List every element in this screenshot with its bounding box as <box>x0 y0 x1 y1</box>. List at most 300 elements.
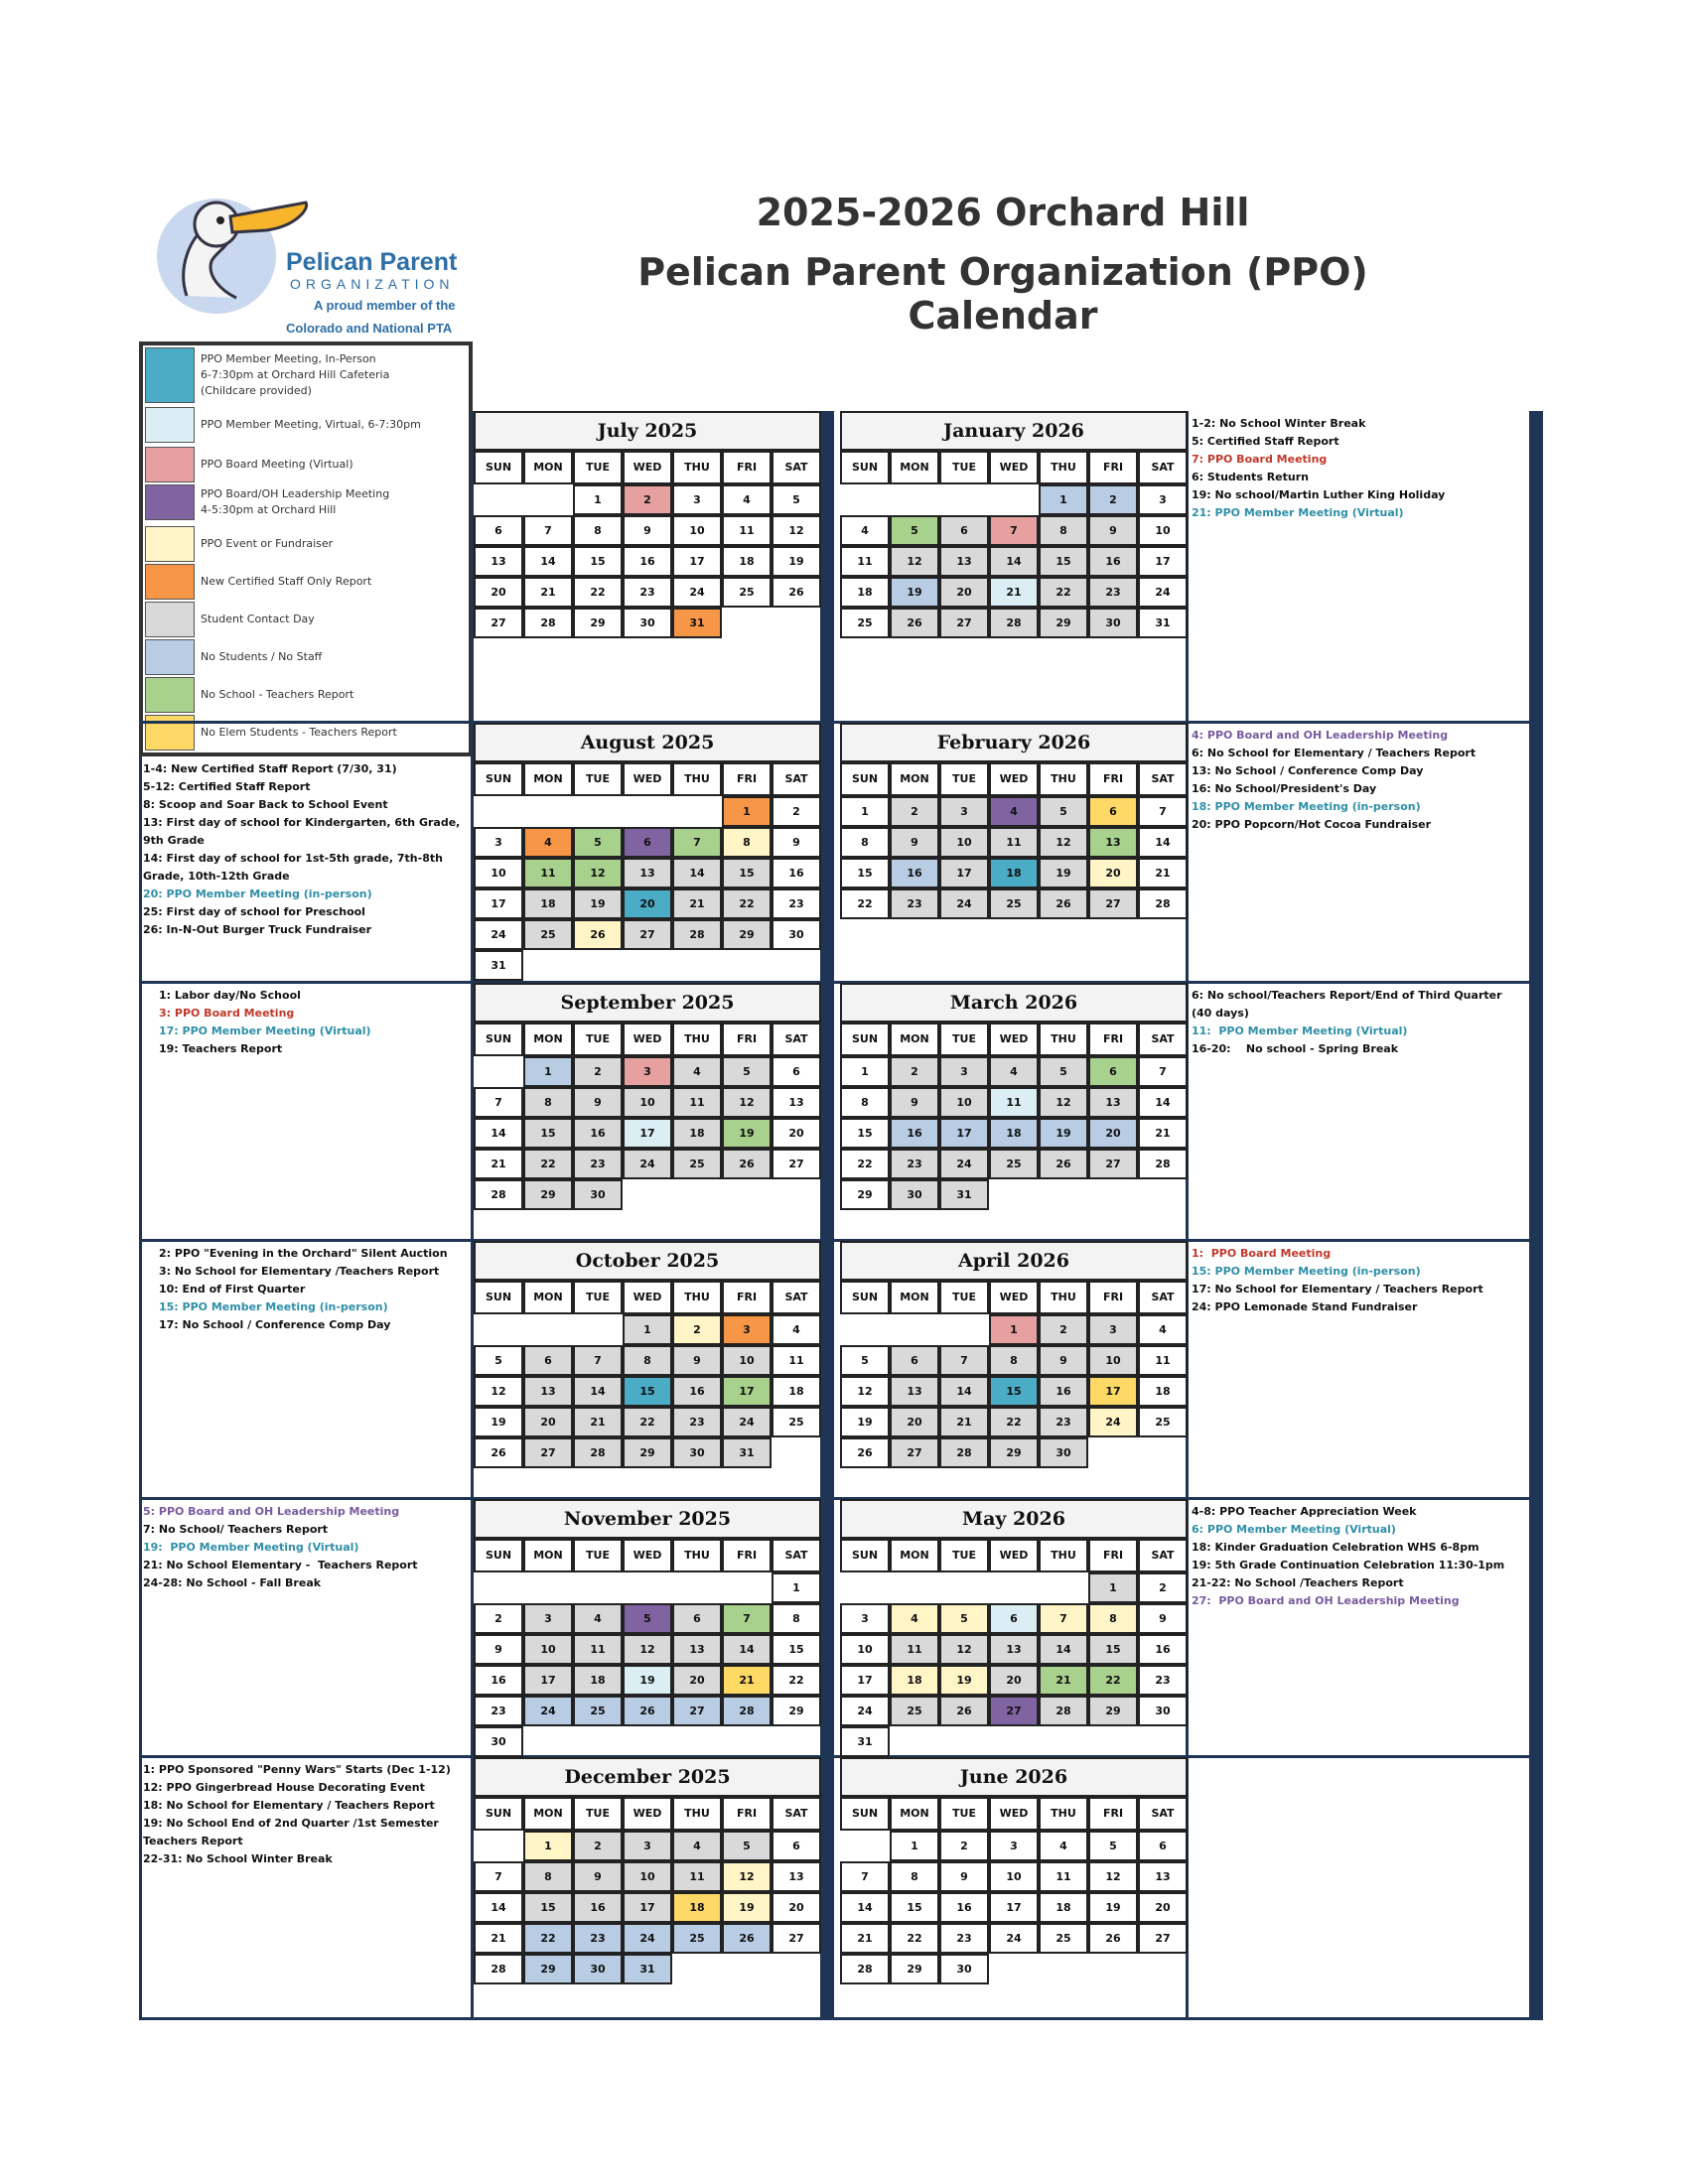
day-cell[interactable]: 11 <box>1039 1861 1088 1892</box>
day-cell[interactable]: 25 <box>890 1696 939 1726</box>
day-cell[interactable]: 18 <box>722 546 772 577</box>
day-cell[interactable]: 10 <box>623 1861 672 1892</box>
day-cell[interactable]: 29 <box>772 1696 821 1726</box>
day-cell[interactable]: 23 <box>939 1923 989 1954</box>
day-cell[interactable]: 4 <box>989 1056 1039 1087</box>
day-cell[interactable]: 18 <box>989 1118 1039 1149</box>
day-cell[interactable]: 13 <box>772 1087 821 1118</box>
day-cell[interactable]: 29 <box>722 919 772 950</box>
day-cell[interactable]: 29 <box>840 1179 890 1210</box>
day-cell[interactable]: 31 <box>623 1954 672 1984</box>
day-cell[interactable]: 8 <box>523 1861 573 1892</box>
day-cell[interactable]: 6 <box>939 515 989 546</box>
day-cell[interactable]: 16 <box>890 858 939 888</box>
day-cell[interactable]: 18 <box>840 577 890 608</box>
day-cell[interactable]: 26 <box>1039 888 1088 919</box>
day-cell[interactable]: 8 <box>890 1861 939 1892</box>
day-cell[interactable]: 29 <box>573 608 623 638</box>
day-cell[interactable]: 19 <box>722 1118 772 1149</box>
day-cell[interactable]: 25 <box>672 1149 722 1179</box>
day-cell[interactable]: 17 <box>523 1665 573 1696</box>
day-cell[interactable]: 3 <box>1088 1314 1138 1345</box>
day-cell[interactable]: 31 <box>672 608 722 638</box>
day-cell[interactable]: 23 <box>1088 577 1138 608</box>
day-cell[interactable]: 18 <box>1039 1892 1088 1923</box>
day-cell[interactable]: 9 <box>672 1345 722 1376</box>
day-cell[interactable]: 8 <box>840 1087 890 1118</box>
day-cell[interactable]: 5 <box>890 515 939 546</box>
day-cell[interactable]: 11 <box>523 858 573 888</box>
day-cell[interactable]: 7 <box>523 515 573 546</box>
day-cell[interactable]: 3 <box>523 1603 573 1634</box>
day-cell[interactable]: 3 <box>989 1831 1039 1861</box>
day-cell[interactable]: 20 <box>523 1407 573 1437</box>
day-cell[interactable]: 2 <box>573 1056 623 1087</box>
day-cell[interactable]: 14 <box>523 546 573 577</box>
day-cell[interactable]: 12 <box>772 515 821 546</box>
day-cell[interactable]: 31 <box>840 1726 890 1757</box>
day-cell[interactable]: 15 <box>1039 546 1088 577</box>
day-cell[interactable]: 4 <box>672 1831 722 1861</box>
day-cell[interactable]: 25 <box>989 888 1039 919</box>
day-cell[interactable]: 18 <box>989 858 1039 888</box>
day-cell[interactable]: 24 <box>722 1407 772 1437</box>
day-cell[interactable]: 15 <box>523 1892 573 1923</box>
day-cell[interactable]: 2 <box>939 1831 989 1861</box>
day-cell[interactable]: 12 <box>722 1087 772 1118</box>
day-cell[interactable]: 27 <box>523 1437 573 1468</box>
day-cell[interactable]: 23 <box>573 1923 623 1954</box>
day-cell[interactable]: 14 <box>840 1892 890 1923</box>
day-cell[interactable]: 14 <box>1138 827 1188 858</box>
day-cell[interactable]: 21 <box>523 577 573 608</box>
day-cell[interactable]: 22 <box>1088 1665 1138 1696</box>
day-cell[interactable]: 27 <box>474 608 523 638</box>
day-cell[interactable]: 12 <box>474 1376 523 1407</box>
day-cell[interactable]: 24 <box>623 1923 672 1954</box>
day-cell[interactable]: 30 <box>1088 608 1138 638</box>
day-cell[interactable]: 22 <box>623 1407 672 1437</box>
day-cell[interactable]: 16 <box>573 1892 623 1923</box>
day-cell[interactable]: 11 <box>1138 1345 1188 1376</box>
day-cell[interactable]: 28 <box>989 608 1039 638</box>
day-cell[interactable]: 15 <box>840 858 890 888</box>
day-cell[interactable]: 2 <box>890 796 939 827</box>
day-cell[interactable]: 2 <box>573 1831 623 1861</box>
day-cell[interactable]: 20 <box>474 577 523 608</box>
day-cell[interactable]: 19 <box>890 577 939 608</box>
day-cell[interactable]: 2 <box>1039 1314 1088 1345</box>
day-cell[interactable]: 6 <box>1088 1056 1138 1087</box>
day-cell[interactable]: 30 <box>573 1954 623 1984</box>
day-cell[interactable]: 25 <box>989 1149 1039 1179</box>
day-cell[interactable]: 1 <box>772 1572 821 1603</box>
day-cell[interactable]: 23 <box>1039 1407 1088 1437</box>
day-cell[interactable]: 4 <box>573 1603 623 1634</box>
day-cell[interactable]: 19 <box>474 1407 523 1437</box>
day-cell[interactable]: 28 <box>474 1954 523 1984</box>
day-cell[interactable]: 6 <box>623 827 672 858</box>
day-cell[interactable]: 6 <box>890 1345 939 1376</box>
day-cell[interactable]: 1 <box>1039 484 1088 515</box>
day-cell[interactable]: 15 <box>890 1892 939 1923</box>
day-cell[interactable]: 24 <box>939 888 989 919</box>
day-cell[interactable]: 3 <box>672 484 722 515</box>
day-cell[interactable]: 20 <box>1138 1892 1188 1923</box>
day-cell[interactable]: 5 <box>939 1603 989 1634</box>
day-cell[interactable]: 15 <box>989 1376 1039 1407</box>
day-cell[interactable]: 25 <box>672 1923 722 1954</box>
day-cell[interactable]: 18 <box>890 1665 939 1696</box>
day-cell[interactable]: 1 <box>573 484 623 515</box>
day-cell[interactable]: 11 <box>989 1087 1039 1118</box>
day-cell[interactable]: 2 <box>623 484 672 515</box>
day-cell[interactable]: 7 <box>939 1345 989 1376</box>
day-cell[interactable]: 15 <box>1088 1634 1138 1665</box>
day-cell[interactable]: 10 <box>523 1634 573 1665</box>
day-cell[interactable]: 22 <box>772 1665 821 1696</box>
day-cell[interactable]: 21 <box>573 1407 623 1437</box>
day-cell[interactable]: 19 <box>1039 858 1088 888</box>
day-cell[interactable]: 3 <box>722 1314 772 1345</box>
day-cell[interactable]: 17 <box>672 546 722 577</box>
day-cell[interactable]: 17 <box>989 1892 1039 1923</box>
day-cell[interactable]: 13 <box>672 1634 722 1665</box>
day-cell[interactable]: 25 <box>1039 1923 1088 1954</box>
day-cell[interactable]: 31 <box>474 950 523 981</box>
day-cell[interactable]: 16 <box>573 1118 623 1149</box>
day-cell[interactable]: 16 <box>939 1892 989 1923</box>
day-cell[interactable]: 20 <box>939 577 989 608</box>
day-cell[interactable]: 1 <box>1088 1572 1138 1603</box>
day-cell[interactable]: 16 <box>772 858 821 888</box>
day-cell[interactable]: 30 <box>1138 1696 1188 1726</box>
day-cell[interactable]: 15 <box>840 1118 890 1149</box>
day-cell[interactable]: 23 <box>890 1149 939 1179</box>
day-cell[interactable]: 16 <box>1039 1376 1088 1407</box>
day-cell[interactable]: 15 <box>623 1376 672 1407</box>
day-cell[interactable]: 17 <box>1088 1376 1138 1407</box>
day-cell[interactable]: 6 <box>772 1831 821 1861</box>
day-cell[interactable]: 12 <box>722 1861 772 1892</box>
day-cell[interactable]: 26 <box>939 1696 989 1726</box>
day-cell[interactable]: 8 <box>573 515 623 546</box>
day-cell[interactable]: 6 <box>989 1603 1039 1634</box>
day-cell[interactable]: 9 <box>939 1861 989 1892</box>
day-cell[interactable]: 18 <box>672 1118 722 1149</box>
day-cell[interactable]: 27 <box>890 1437 939 1468</box>
day-cell[interactable]: 29 <box>623 1437 672 1468</box>
day-cell[interactable]: 23 <box>772 888 821 919</box>
day-cell[interactable]: 10 <box>939 827 989 858</box>
day-cell[interactable]: 19 <box>840 1407 890 1437</box>
day-cell[interactable]: 8 <box>840 827 890 858</box>
day-cell[interactable]: 23 <box>672 1407 722 1437</box>
day-cell[interactable]: 10 <box>672 515 722 546</box>
day-cell[interactable]: 3 <box>939 1056 989 1087</box>
day-cell[interactable]: 27 <box>1138 1923 1188 1954</box>
day-cell[interactable]: 13 <box>1138 1861 1188 1892</box>
day-cell[interactable]: 1 <box>989 1314 1039 1345</box>
day-cell[interactable]: 26 <box>474 1437 523 1468</box>
day-cell[interactable]: 28 <box>1039 1696 1088 1726</box>
day-cell[interactable]: 5 <box>623 1603 672 1634</box>
day-cell[interactable]: 26 <box>573 919 623 950</box>
day-cell[interactable]: 5 <box>1039 796 1088 827</box>
day-cell[interactable]: 9 <box>890 1087 939 1118</box>
day-cell[interactable]: 20 <box>672 1665 722 1696</box>
day-cell[interactable]: 24 <box>840 1696 890 1726</box>
day-cell[interactable]: 7 <box>474 1861 523 1892</box>
day-cell[interactable]: 27 <box>1088 888 1138 919</box>
day-cell[interactable]: 16 <box>1088 546 1138 577</box>
day-cell[interactable]: 14 <box>1039 1634 1088 1665</box>
day-cell[interactable]: 1 <box>523 1056 573 1087</box>
day-cell[interactable]: 4 <box>523 827 573 858</box>
day-cell[interactable]: 20 <box>623 888 672 919</box>
day-cell[interactable]: 30 <box>1039 1437 1088 1468</box>
day-cell[interactable]: 4 <box>1039 1831 1088 1861</box>
day-cell[interactable]: 22 <box>722 888 772 919</box>
day-cell[interactable]: 22 <box>840 1149 890 1179</box>
day-cell[interactable]: 2 <box>772 796 821 827</box>
day-cell[interactable]: 20 <box>989 1665 1039 1696</box>
day-cell[interactable]: 5 <box>474 1345 523 1376</box>
day-cell[interactable]: 13 <box>523 1376 573 1407</box>
day-cell[interactable]: 2 <box>1088 484 1138 515</box>
day-cell[interactable]: 11 <box>989 827 1039 858</box>
day-cell[interactable]: 6 <box>672 1603 722 1634</box>
day-cell[interactable]: 10 <box>989 1861 1039 1892</box>
day-cell[interactable]: 22 <box>523 1149 573 1179</box>
day-cell[interactable]: 24 <box>672 577 722 608</box>
day-cell[interactable]: 9 <box>573 1087 623 1118</box>
day-cell[interactable]: 29 <box>523 1179 573 1210</box>
day-cell[interactable]: 22 <box>1039 577 1088 608</box>
day-cell[interactable]: 24 <box>523 1696 573 1726</box>
day-cell[interactable]: 6 <box>523 1345 573 1376</box>
day-cell[interactable]: 24 <box>1088 1407 1138 1437</box>
day-cell[interactable]: 8 <box>623 1345 672 1376</box>
day-cell[interactable]: 28 <box>672 919 722 950</box>
day-cell[interactable]: 11 <box>672 1861 722 1892</box>
day-cell[interactable]: 25 <box>573 1696 623 1726</box>
day-cell[interactable]: 29 <box>890 1954 939 1984</box>
day-cell[interactable]: 21 <box>1138 1118 1188 1149</box>
day-cell[interactable]: 21 <box>672 888 722 919</box>
day-cell[interactable]: 1 <box>840 1056 890 1087</box>
day-cell[interactable]: 9 <box>623 515 672 546</box>
day-cell[interactable]: 8 <box>523 1087 573 1118</box>
day-cell[interactable]: 19 <box>1088 1892 1138 1923</box>
day-cell[interactable]: 21 <box>474 1149 523 1179</box>
day-cell[interactable]: 7 <box>989 515 1039 546</box>
day-cell[interactable]: 11 <box>722 515 772 546</box>
day-cell[interactable]: 4 <box>722 484 772 515</box>
day-cell[interactable]: 10 <box>939 1087 989 1118</box>
day-cell[interactable]: 9 <box>474 1634 523 1665</box>
day-cell[interactable]: 9 <box>1088 515 1138 546</box>
day-cell[interactable]: 22 <box>573 577 623 608</box>
day-cell[interactable]: 29 <box>989 1437 1039 1468</box>
day-cell[interactable]: 30 <box>890 1179 939 1210</box>
day-cell[interactable]: 10 <box>474 858 523 888</box>
day-cell[interactable]: 17 <box>623 1892 672 1923</box>
day-cell[interactable]: 27 <box>1088 1149 1138 1179</box>
day-cell[interactable]: 28 <box>840 1954 890 1984</box>
day-cell[interactable]: 6 <box>772 1056 821 1087</box>
day-cell[interactable]: 27 <box>672 1696 722 1726</box>
day-cell[interactable]: 8 <box>722 827 772 858</box>
day-cell[interactable]: 17 <box>939 1118 989 1149</box>
day-cell[interactable]: 13 <box>890 1376 939 1407</box>
day-cell[interactable]: 27 <box>989 1696 1039 1726</box>
day-cell[interactable]: 4 <box>772 1314 821 1345</box>
day-cell[interactable]: 14 <box>989 546 1039 577</box>
day-cell[interactable]: 4 <box>989 796 1039 827</box>
day-cell[interactable]: 7 <box>840 1861 890 1892</box>
day-cell[interactable]: 15 <box>722 858 772 888</box>
day-cell[interactable]: 14 <box>672 858 722 888</box>
day-cell[interactable]: 20 <box>1088 1118 1138 1149</box>
day-cell[interactable]: 7 <box>722 1603 772 1634</box>
day-cell[interactable]: 21 <box>474 1923 523 1954</box>
day-cell[interactable]: 12 <box>890 546 939 577</box>
day-cell[interactable]: 25 <box>772 1407 821 1437</box>
day-cell[interactable]: 15 <box>772 1634 821 1665</box>
day-cell[interactable]: 23 <box>623 577 672 608</box>
day-cell[interactable]: 11 <box>672 1087 722 1118</box>
day-cell[interactable]: 16 <box>474 1665 523 1696</box>
day-cell[interactable]: 20 <box>1088 858 1138 888</box>
day-cell[interactable]: 22 <box>989 1407 1039 1437</box>
day-cell[interactable]: 19 <box>623 1665 672 1696</box>
day-cell[interactable]: 12 <box>840 1376 890 1407</box>
day-cell[interactable]: 8 <box>989 1345 1039 1376</box>
day-cell[interactable]: 21 <box>1138 858 1188 888</box>
day-cell[interactable]: 15 <box>573 546 623 577</box>
day-cell[interactable]: 21 <box>722 1665 772 1696</box>
day-cell[interactable]: 25 <box>1138 1407 1188 1437</box>
day-cell[interactable]: 16 <box>623 546 672 577</box>
day-cell[interactable]: 10 <box>623 1087 672 1118</box>
day-cell[interactable]: 2 <box>1138 1572 1188 1603</box>
day-cell[interactable]: 28 <box>1138 888 1188 919</box>
day-cell[interactable]: 15 <box>523 1118 573 1149</box>
day-cell[interactable]: 14 <box>474 1118 523 1149</box>
day-cell[interactable]: 6 <box>474 515 523 546</box>
day-cell[interactable]: 31 <box>1138 608 1188 638</box>
day-cell[interactable]: 3 <box>1138 484 1188 515</box>
day-cell[interactable]: 27 <box>939 608 989 638</box>
day-cell[interactable]: 21 <box>989 577 1039 608</box>
day-cell[interactable]: 22 <box>890 1923 939 1954</box>
day-cell[interactable]: 28 <box>1138 1149 1188 1179</box>
day-cell[interactable]: 5 <box>722 1831 772 1861</box>
day-cell[interactable]: 3 <box>623 1056 672 1087</box>
day-cell[interactable]: 11 <box>772 1345 821 1376</box>
day-cell[interactable]: 14 <box>722 1634 772 1665</box>
day-cell[interactable]: 30 <box>939 1954 989 1984</box>
day-cell[interactable]: 21 <box>939 1407 989 1437</box>
day-cell[interactable]: 2 <box>890 1056 939 1087</box>
day-cell[interactable]: 26 <box>722 1149 772 1179</box>
day-cell[interactable]: 16 <box>890 1118 939 1149</box>
day-cell[interactable]: 26 <box>1039 1149 1088 1179</box>
day-cell[interactable]: 1 <box>840 796 890 827</box>
day-cell[interactable]: 18 <box>523 888 573 919</box>
day-cell[interactable]: 7 <box>1138 796 1188 827</box>
day-cell[interactable]: 13 <box>989 1634 1039 1665</box>
day-cell[interactable]: 25 <box>523 919 573 950</box>
day-cell[interactable]: 20 <box>772 1118 821 1149</box>
day-cell[interactable]: 24 <box>939 1149 989 1179</box>
day-cell[interactable]: 2 <box>672 1314 722 1345</box>
day-cell[interactable]: 7 <box>1138 1056 1188 1087</box>
day-cell[interactable]: 13 <box>474 546 523 577</box>
day-cell[interactable]: 20 <box>890 1407 939 1437</box>
day-cell[interactable]: 1 <box>623 1314 672 1345</box>
day-cell[interactable]: 9 <box>890 827 939 858</box>
day-cell[interactable]: 28 <box>722 1696 772 1726</box>
day-cell[interactable]: 4 <box>1138 1314 1188 1345</box>
day-cell[interactable]: 27 <box>772 1923 821 1954</box>
day-cell[interactable]: 21 <box>840 1923 890 1954</box>
day-cell[interactable]: 28 <box>474 1179 523 1210</box>
day-cell[interactable]: 26 <box>840 1437 890 1468</box>
day-cell[interactable]: 9 <box>573 1861 623 1892</box>
day-cell[interactable]: 19 <box>1039 1118 1088 1149</box>
day-cell[interactable]: 12 <box>1039 1087 1088 1118</box>
day-cell[interactable]: 30 <box>772 919 821 950</box>
day-cell[interactable]: 14 <box>573 1376 623 1407</box>
day-cell[interactable]: 26 <box>1088 1923 1138 1954</box>
day-cell[interactable]: 2 <box>474 1603 523 1634</box>
day-cell[interactable]: 16 <box>672 1376 722 1407</box>
day-cell[interactable]: 18 <box>672 1892 722 1923</box>
day-cell[interactable]: 23 <box>474 1696 523 1726</box>
day-cell[interactable]: 20 <box>772 1892 821 1923</box>
day-cell[interactable]: 10 <box>1088 1345 1138 1376</box>
day-cell[interactable]: 3 <box>474 827 523 858</box>
day-cell[interactable]: 4 <box>890 1603 939 1634</box>
day-cell[interactable]: 30 <box>623 608 672 638</box>
day-cell[interactable]: 26 <box>623 1696 672 1726</box>
day-cell[interactable]: 3 <box>840 1603 890 1634</box>
day-cell[interactable]: 10 <box>1138 515 1188 546</box>
day-cell[interactable]: 4 <box>672 1056 722 1087</box>
day-cell[interactable]: 3 <box>623 1831 672 1861</box>
day-cell[interactable]: 23 <box>1138 1665 1188 1696</box>
day-cell[interactable]: 8 <box>772 1603 821 1634</box>
day-cell[interactable]: 7 <box>672 827 722 858</box>
day-cell[interactable]: 25 <box>840 608 890 638</box>
day-cell[interactable]: 29 <box>1088 1696 1138 1726</box>
day-cell[interactable]: 30 <box>573 1179 623 1210</box>
day-cell[interactable]: 10 <box>722 1345 772 1376</box>
day-cell[interactable]: 11 <box>573 1634 623 1665</box>
day-cell[interactable]: 21 <box>1039 1665 1088 1696</box>
day-cell[interactable]: 12 <box>1088 1861 1138 1892</box>
day-cell[interactable]: 12 <box>939 1634 989 1665</box>
day-cell[interactable]: 13 <box>1088 1087 1138 1118</box>
day-cell[interactable]: 25 <box>722 577 772 608</box>
day-cell[interactable]: 8 <box>1088 1603 1138 1634</box>
day-cell[interactable]: 26 <box>890 608 939 638</box>
day-cell[interactable]: 18 <box>772 1376 821 1407</box>
day-cell[interactable]: 19 <box>722 1892 772 1923</box>
day-cell[interactable]: 27 <box>623 919 672 950</box>
